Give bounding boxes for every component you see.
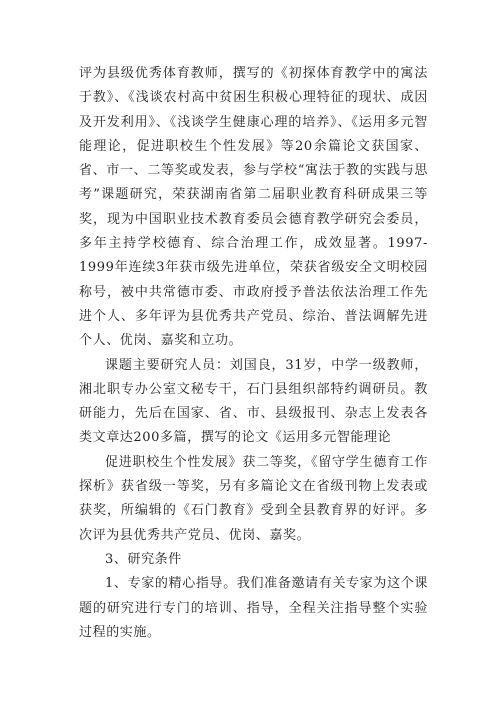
paragraph-teacher-achievements: 评为县级优秀体育教师，撰写的《初探体育教学中的寓法于教》、《浅谈农村高中贫困生积极心理特征的现状、成因及开发利用》、《浅谈学生健康心理的培养》、《运用多元智能理论，促进职校生个性发展》等20余篇论文获国家、省、市一、二等奖或发表，参与学校“寓法于教的实践与思考”课题研究，荣获湖南省第二届职业教育科研成果三等奖，现为中国职业技术教育委员会德育教学研究会委员，多年主持学校德育、综合治理工作，成效显著。1997-1999年连续3年获市级先进单位，荣获省级安全文明校园称号，被中共常德市委、市政府授予普法依法治理工作先进个人、多年评为县优秀共产党员、综治、普法调解先进个人、优岗、嘉奖和立功。 [79, 66, 428, 349]
paragraph-researcher-achievements: 促进职校生个性发展》获二等奖，《留守学生德育工作探析》获省级一等奖，另有多篇论文在省级刊物上发表或获奖，所编辑的《石门教育》受到全县教育界的好评。多次评为县优秀共产党员、优岗、嘉奖。 [79, 454, 428, 543]
section-heading-research-conditions: 3、研究条件 [105, 551, 182, 567]
paragraph-main-researcher: 课题主要研究人员：刘国良，31岁，中学一级教师，湘北职专办公室文秘专干，石门县组织部特约调研员。教研能力，先后在国家、省、市、县级报刊、杂志上发表各类文章达200多篇，撰写的论文《运用多元智能理论 [79, 357, 428, 446]
document-page [79, 62, 428, 645]
paragraph-expert-guidance: 1、专家的精心指导。我们准备邀请有关专家为这个课题的研究进行专门的培训、指导，全程关注指导整个实验过程的实施。 [79, 576, 428, 640]
